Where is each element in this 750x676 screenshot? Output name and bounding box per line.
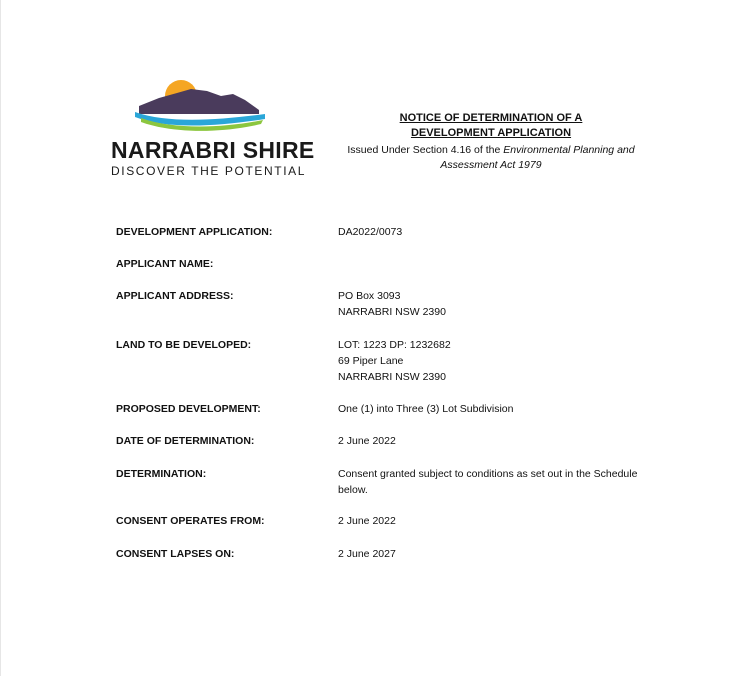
value-determination bbox=[338, 466, 648, 498]
land-line: LOT: 1223 DP: 1232682 bbox=[338, 339, 451, 351]
notice-title-line2: DEVELOPMENT APPLICATION bbox=[410, 127, 572, 139]
land-line: 69 Piper Lane bbox=[338, 355, 404, 367]
act-name-part2: Assessment Act 1979 bbox=[440, 159, 542, 171]
label-development-application: DEVELOPMENT APPLICATION: bbox=[116, 226, 273, 238]
land-line: NARRABRI NSW 2390 bbox=[338, 371, 446, 383]
value-consent-lapses-on: 2 June 2027 bbox=[338, 548, 396, 560]
label-applicant-name: APPLICANT NAME: bbox=[116, 258, 214, 270]
label-consent-lapses-on: CONSENT LAPSES ON: bbox=[116, 548, 235, 560]
value-development-application: DA2022/0073 bbox=[338, 226, 403, 238]
notice-issued-under bbox=[331, 143, 651, 173]
issued-prefix: Issued Under Section 4.16 of the bbox=[347, 144, 501, 156]
logo-wordmark: NARRABRI SHIRE bbox=[111, 137, 315, 163]
value-consent-operates-from: 2 June 2022 bbox=[338, 515, 396, 527]
label-determination: DETERMINATION: bbox=[116, 468, 207, 480]
value-date-of-determination: 2 June 2022 bbox=[338, 435, 396, 447]
value-proposed-development: One (1) into Three (3) Lot Subdivision bbox=[338, 403, 514, 415]
logo-tagline: DISCOVER THE POTENTIAL bbox=[111, 164, 307, 178]
notice-title-line1: NOTICE OF DETERMINATION OF A bbox=[399, 112, 583, 124]
label-date-of-determination: DATE OF DETERMINATION: bbox=[116, 435, 255, 447]
landscape-logo-icon bbox=[129, 74, 269, 134]
determination-line: below. bbox=[338, 484, 368, 496]
label-consent-operates-from: CONSENT OPERATES FROM: bbox=[116, 515, 265, 527]
act-name-part1: Environmental Planning and bbox=[503, 144, 635, 156]
label-proposed-development: PROPOSED DEVELOPMENT: bbox=[116, 403, 261, 415]
address-line: NARRABRI NSW 2390 bbox=[338, 306, 446, 318]
address-line: PO Box 3093 bbox=[338, 290, 401, 302]
value-land-to-be-developed bbox=[338, 337, 648, 385]
label-land-to-be-developed: LAND TO BE DEVELOPED: bbox=[116, 339, 252, 351]
council-logo bbox=[109, 74, 315, 184]
notice-heading bbox=[331, 111, 651, 173]
value-applicant-address bbox=[338, 288, 648, 320]
determination-line: Consent granted subject to conditions as set out in the Schedule bbox=[338, 468, 638, 480]
label-applicant-address: APPLICANT ADDRESS: bbox=[116, 290, 234, 302]
